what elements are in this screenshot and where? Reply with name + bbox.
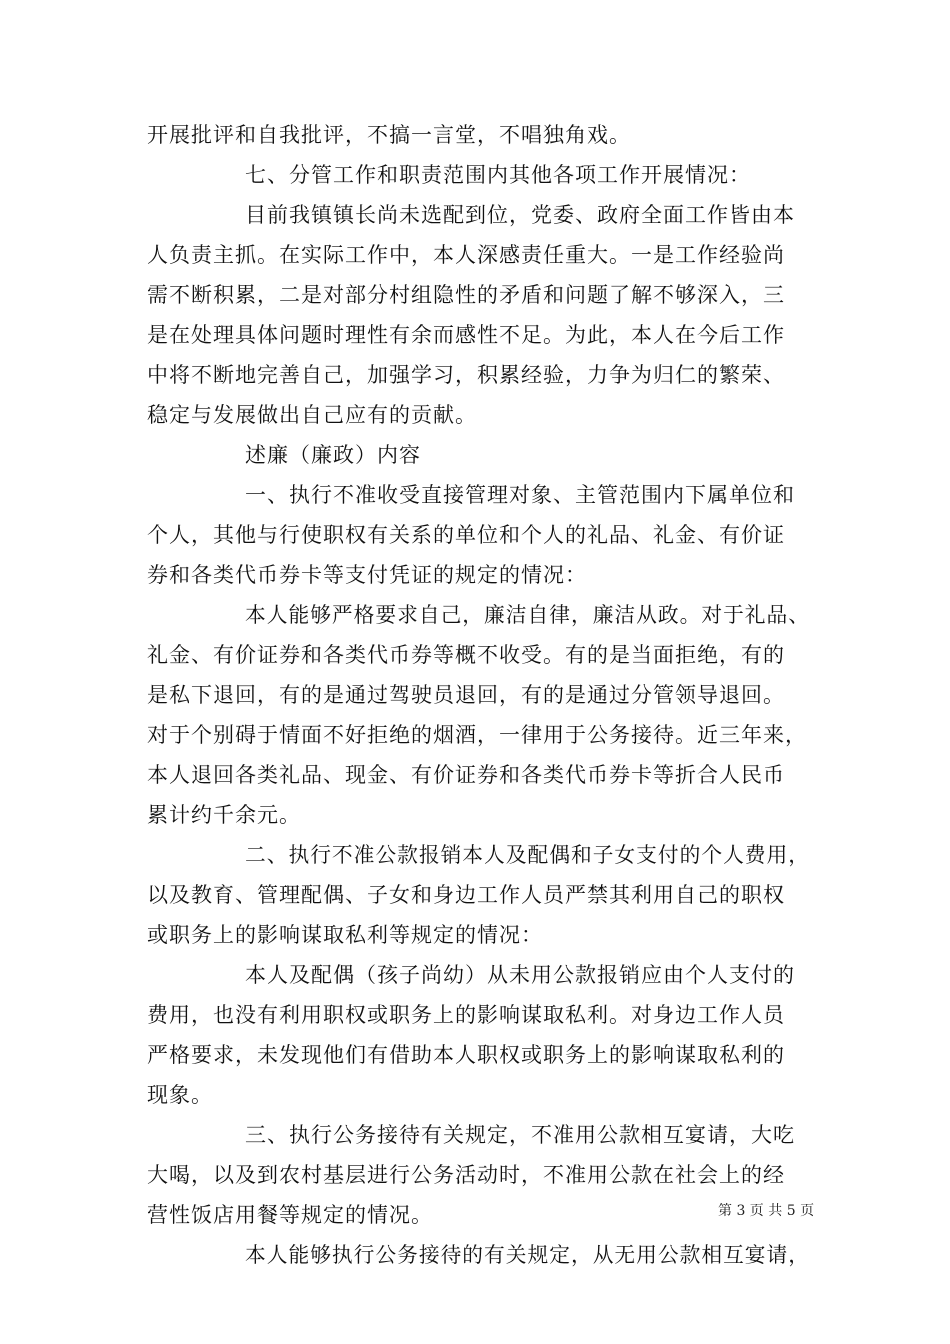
body-line: 累计约千余元。: [147, 803, 301, 827]
body-line: 或职务上的影响谋取私利等规定的情况：: [147, 923, 543, 947]
body-line: 需不断积累，二是对部分村组隐性的矛盾和问题了解不够深入，三: [147, 283, 785, 307]
body-line: 是在处理具体问题时理性有余而感性不足。为此，本人在今后工作: [147, 323, 785, 347]
body-line: 本人能够执行公务接待的有关规定，从无用公款相互宴请，: [245, 1243, 810, 1267]
body-line: 开展批评和自我批评，不搞一言堂，不唱独角戏。: [147, 123, 631, 147]
body-line: 以及教育、管理配偶、子女和身边工作人员严禁其利用自己的职权: [147, 883, 785, 907]
body-line: 本人能够严格要求自己，廉洁自律，廉洁从政。对于礼品、: [245, 603, 810, 627]
body-line: 本人退回各类礼品、现金、有价证券和各类代币券卡等折合人民币: [147, 763, 785, 787]
body-line: 本人及配偶（孩子尚幼）从未用公款报销应由个人支付的: [245, 963, 795, 987]
body-line: 个人，其他与行使职权有关系的单位和个人的礼品、礼金、有价证: [147, 523, 785, 547]
body-line: 稳定与发展做出自己应有的贡献。: [147, 403, 477, 427]
body-line: 礼金、有价证券和各类代币券等概不收受。有的是当面拒绝，有的: [147, 643, 785, 667]
body-line: 大喝，以及到农村基层进行公务活动时，不准用公款在社会上的经: [147, 1163, 785, 1187]
body-line: 二、执行不准公款报销本人及配偶和子女支付的个人费用，: [245, 843, 810, 867]
body-line: 中将不断地完善自己，加强学习，积累经验，力争为归仁的繁荣、: [147, 363, 785, 387]
body-line: 现象。: [147, 1083, 213, 1107]
body-line: 营性饭店用餐等规定的情况。: [147, 1203, 433, 1227]
body-line: 一、执行不准收受直接管理对象、主管范围内下属单位和: [245, 483, 795, 507]
body-line: 严格要求，未发现他们有借助本人职权或职务上的影响谋取私利的: [147, 1043, 785, 1067]
body-line: 费用，也没有利用职权或职务上的影响谋取私利。对身边工作人员: [147, 1003, 785, 1027]
body-line: 是私下退回，有的是通过驾驶员退回，有的是通过分管领导退回。: [147, 683, 785, 707]
body-line: 对于个别碍于情面不好拒绝的烟酒，一律用于公务接待。近三年来，: [147, 723, 807, 747]
section-heading: 述廉（廉政）内容: [245, 443, 421, 467]
body-line: 目前我镇镇长尚未选配到位，党委、政府全面工作皆由本: [245, 203, 795, 227]
body-line: 三、执行公务接待有关规定，不准用公款相互宴请，大吃: [245, 1123, 795, 1147]
body-line: 人负责主抓。在实际工作中，本人深感责任重大。一是工作经验尚: [147, 243, 785, 267]
section-heading: 七、分管工作和职责范围内其他各项工作开展情况：: [245, 163, 751, 187]
page-number: 第 3 页 共 5 页: [718, 1203, 815, 1219]
body-line: 券和各类代币券卡等支付凭证的规定的情况：: [147, 563, 587, 587]
